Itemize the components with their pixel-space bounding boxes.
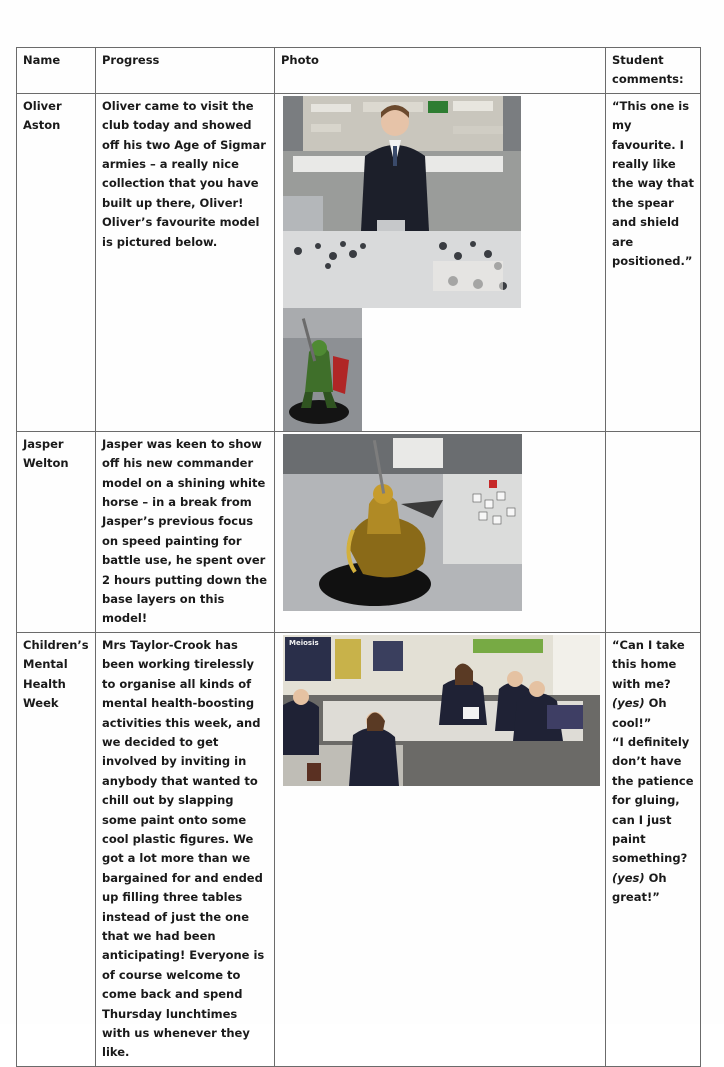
progress-text: Mrs Taylor-Crook has been working tirelessly to organise all kinds of mental health-boosting activities this week, and we decided to get involved by inviting in anybody that wanted to chill out by slapping some paint onto some cool plastic figures. We got a lot more than we bargained for and ended up filling three tables instead of just the one that we had been anticipating! Everyone is of course welcome to come back and spend Thursday lunchtimes with us whenever they like. <box>96 632 275 1066</box>
student-name: Oliver Aston <box>17 93 96 431</box>
classroom-sign: Meiosis <box>289 638 319 647</box>
comment-italic: (yes) <box>612 696 645 711</box>
student-comment <box>606 431 701 632</box>
photo-oliver-armies <box>283 96 521 308</box>
header-row <box>17 48 701 94</box>
student-comment: “This one is my favourite. I really like the way that the spear and shield are positioned.” <box>606 93 701 431</box>
progress-text: Oliver came to visit the club today and showed off his two Age of Sigmar armies – a really nice collection that you have built up there, Oliver! Oliver’s favourite model is pictured below. <box>96 93 275 431</box>
table-row <box>17 431 701 632</box>
student-comment <box>606 632 701 1066</box>
photo-cell <box>275 93 606 431</box>
photo-painting-session <box>283 635 600 786</box>
progress-log-table <box>16 47 701 1067</box>
comment-line: “I definitely don’t have the patience for gluing, can I just paint something? <box>612 734 694 866</box>
header-student-comments: Student comments: <box>606 48 701 94</box>
table-row <box>17 93 701 431</box>
progress-text: Jasper was keen to show off his new commander model on a shining white horse – in a break from Jasper’s previous focus on speed painting for battle use, he spent over 2 hours putting down the base layers on this model! <box>96 431 275 632</box>
header-photo: Photo <box>275 48 606 94</box>
comment-line-end: Oh cool!” <box>612 696 667 730</box>
photo-cell <box>275 431 606 632</box>
header-progress: Progress <box>96 48 275 94</box>
comment-line: “Can I take this home with me? <box>612 637 685 691</box>
comment-italic: (yes) <box>612 870 645 885</box>
table-row <box>17 632 701 1066</box>
student-name: Children’s Mental Health Week <box>17 632 96 1066</box>
comment-line-end: Oh great!” <box>612 870 667 905</box>
photo-cell <box>275 632 606 1066</box>
photo-jasper-commander-model <box>283 434 522 611</box>
photo-oliver-favourite-model <box>283 308 362 431</box>
header-name: Name <box>17 48 96 94</box>
student-name: Jasper Welton <box>17 431 96 632</box>
